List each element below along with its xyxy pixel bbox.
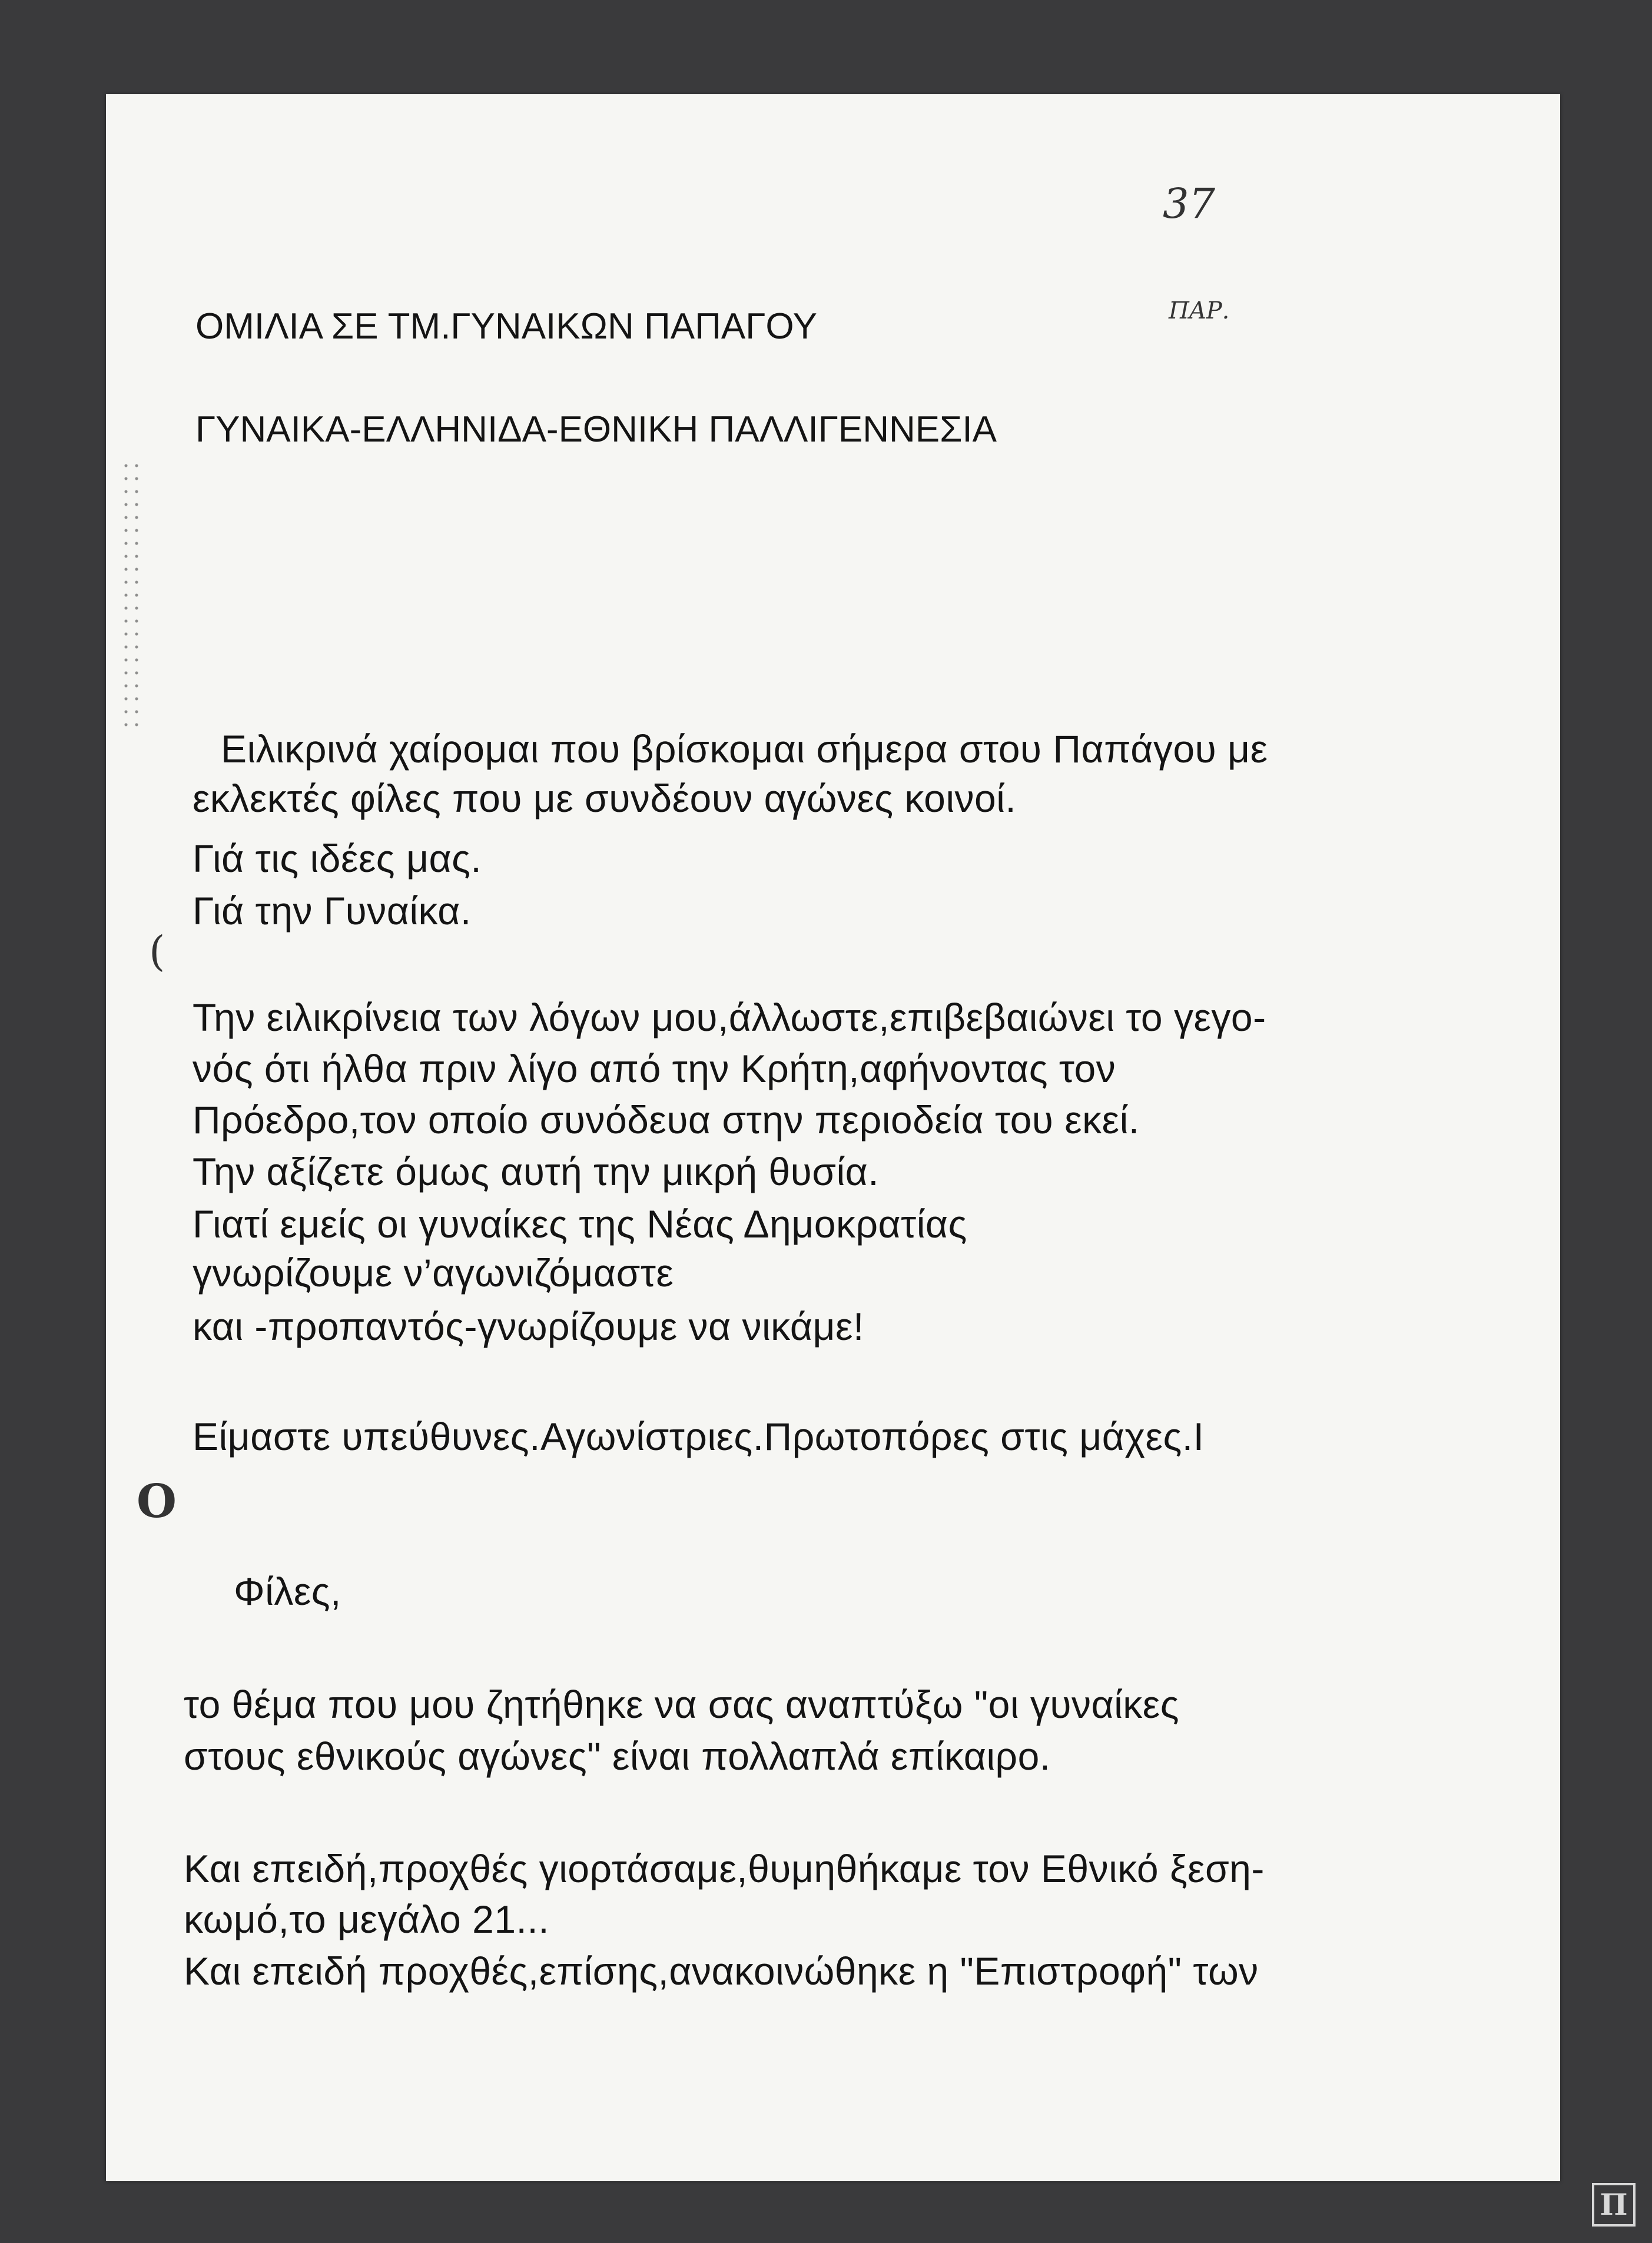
document-subtitle: ΓΥΝΑΙΚΑ-ΕΛΛΗΝΙΔΑ-ΕΘΝΙΚΗ ΠΑΛΛΙΓΕΝΝΕΣΙΑ [195, 409, 997, 450]
body-line: νός ότι ήλθα πριν λίγο από την Κρήτη,αφήνοντας τον [193, 1047, 1116, 1090]
body-line: και -προπαντός-γνωρίζουμε να νικάμε! [193, 1305, 864, 1348]
body-line: Πρόεδρο,τον οποίο συνόδευα στην περιοδεία του εκεί. [193, 1098, 1140, 1142]
body-line: Γιά την Γυναίκα. [193, 889, 472, 933]
body-line: Την αξίζετε όμως αυτή την μικρή θυσία. [193, 1150, 880, 1193]
document-title: ΟΜΙΛΙΑ ΣΕ ΤΜ.ΓΥΝΑΙΚΩΝ ΠΑΠΑΓΟΥ [195, 306, 817, 347]
body-line: Και επειδή,προχθές γιορτάσαμε,θυμηθήκαμε τον Εθνικό ξεση- [184, 1847, 1265, 1890]
body-line: Και επειδή προχθές,επίσης,ανακοινώθηκε η "Επιστροφή" των [184, 1949, 1259, 1993]
body-line: Γιατί εμείς οι γυναίκες της Νέας Δημοκρατίας [193, 1202, 967, 1246]
margin-ring-mark: O [137, 1475, 177, 1528]
body-line: Φίλες, [234, 1570, 341, 1613]
body-line: Την ειλικρίνεια των λόγων μου,άλλωστε,επιβεβαιώνει το γεγο- [193, 996, 1266, 1039]
body-line: γνωρίζουμε ν’αγωνιζόμαστε [193, 1251, 674, 1295]
margin-tick-mark: ( [149, 927, 165, 975]
handwritten-page-number: 37 [1163, 180, 1216, 228]
body-line: κωμό,το μεγάλο 21... [184, 1897, 550, 1941]
body-line: Είμαστε υπεύθυνες.Αγωνίστριες.Πρωτοπόρες στις μάχες.Ι [193, 1415, 1205, 1458]
body-line: Ειλικρινά χαίρομαι που βρίσκομαι σήμερα στου Παπάγου με [221, 727, 1268, 771]
body-line: το θέμα που μου ζητήθηκε να σας αναπτύξω "οι γυναίκες [184, 1683, 1180, 1726]
punch-hole-marks [121, 459, 144, 730]
body-line: εκλεκτές φίλες που με συνδέουν αγώνες κοινοί. [193, 777, 1017, 820]
handwritten-annotation: ΠΑΡ. [1169, 297, 1230, 324]
body-line: Γιά τις ιδέες μας. [193, 837, 482, 880]
body-line: στους εθνικούς αγώνες" είναι πολλαπλά επίκαιρο. [184, 1734, 1051, 1778]
archive-logo-stamp: Π [1592, 2183, 1636, 2227]
